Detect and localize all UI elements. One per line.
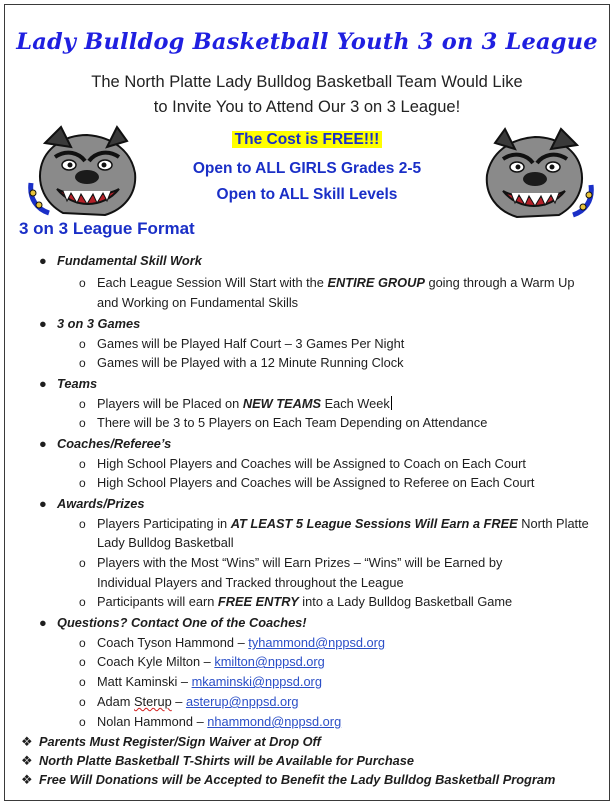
bullet-circle-icon: o <box>79 556 86 570</box>
bullet-dot-icon: ● <box>39 496 47 511</box>
email-link[interactable]: tyhammond@nppsd.org <box>248 635 386 650</box>
list-item: o There will be 3 to 5 Players on Each Team Depending on Attendance <box>79 415 488 430</box>
bullet-circle-icon: o <box>79 595 86 609</box>
bullet-circle-icon: o <box>79 655 86 669</box>
email-link[interactable]: asterup@nppsd.org <box>185 694 299 709</box>
section-questions: ● Questions? Contact One of the Coaches! <box>39 615 307 630</box>
diamond-bullet-icon: ❖ <box>21 734 33 749</box>
contact-item: o Coach Kyle Milton – kmilton@nppsd.org <box>79 654 325 669</box>
open-grades-line: Open to ALL GIRLS Grades 2-5 <box>192 160 422 177</box>
intro-line-1: The North Platte Lady Bulldog Basketball Team Would Like <box>91 73 523 91</box>
list-item: o High School Players and Coaches will be Assigned to Referee on Each Court <box>79 475 535 490</box>
flyer-title: Lady Bulldog Basketball Youth 3 on 3 League <box>16 29 598 55</box>
format-heading: 3 on 3 League Format <box>19 219 195 238</box>
bullet-dot-icon: ● <box>39 436 47 451</box>
list-item: o Players with the Most “Wins” will Earn Prizes – “Wins” will be Earned by <box>79 555 503 570</box>
bullet-circle-icon: o <box>79 356 86 370</box>
bullet-circle-icon: o <box>79 636 86 650</box>
list-item: o Each League Session Will Start with the ENTIRE GROUP going through a Warm Up <box>79 275 575 290</box>
list-item: o Games will be Played Half Court – 3 Games Per Night <box>79 336 405 351</box>
list-item-continuation: and Working on Fundamental Skills <box>97 295 299 310</box>
section-fundamental: ● Fundamental Skill Work <box>39 253 202 268</box>
contact-item: o Nolan Hammond – nhammond@nppsd.org <box>79 714 342 729</box>
section-coaches: ● Coaches/Referee’s <box>39 436 172 451</box>
bullet-circle-icon: o <box>79 695 86 709</box>
list-item-continuation: Lady Bulldog Basketball <box>97 535 234 550</box>
spellcheck-word: Sterup <box>134 694 172 709</box>
email-link[interactable]: kmilton@nppsd.org <box>214 654 325 669</box>
section-awards: ● Awards/Prizes <box>39 496 145 511</box>
footer-note: ❖ Parents Must Register/Sign Waiver at Drop Off <box>21 734 321 749</box>
bullet-circle-icon: o <box>79 715 86 729</box>
footer-note: ❖ North Platte Basketball T-Shirts will be Available for Purchase <box>21 753 415 768</box>
contact-item: o Coach Tyson Hammond – tyhammond@nppsd.org <box>79 635 386 650</box>
bullet-dot-icon: ● <box>39 615 47 630</box>
list-item-continuation: Individual Players and Tracked throughout the League <box>97 575 404 590</box>
bullet-dot-icon: ● <box>39 376 47 391</box>
email-link[interactable]: mkaminski@nppsd.org <box>191 674 322 689</box>
list-item: o Players will be Placed on NEW TEAMS Each Week <box>79 396 390 411</box>
diamond-bullet-icon: ❖ <box>21 772 33 787</box>
intro-line-2: to Invite You to Attend Our 3 on 3 League! <box>153 98 461 116</box>
text-cursor <box>391 396 392 410</box>
bullet-dot-icon: ● <box>39 316 47 331</box>
list-item: o Games will be Played with a 12 Minute Running Clock <box>79 355 404 370</box>
list-item: o High School Players and Coaches will be Assigned to Coach on Each Court <box>79 456 526 471</box>
bullet-dot-icon: ● <box>39 253 47 268</box>
bullet-circle-icon: o <box>79 337 86 351</box>
section-games: ● 3 on 3 Games <box>39 316 141 331</box>
contact-item: o Matt Kaminski – mkaminski@nppsd.org <box>79 674 322 689</box>
email-link[interactable]: nhammond@nppsd.org <box>207 714 342 729</box>
bullet-circle-icon: o <box>79 416 86 430</box>
bullet-circle-icon: o <box>79 397 86 411</box>
flyer-page <box>4 4 610 801</box>
section-teams: ● Teams <box>39 376 98 391</box>
bullet-circle-icon: o <box>79 457 86 471</box>
list-item: o Participants will earn FREE ENTRY into a Lady Bulldog Basketball Game <box>79 594 513 609</box>
list-item: o Players Participating in AT LEAST 5 League Sessions Will Earn a FREE North Platte <box>79 516 589 531</box>
footer-note: ❖ Free Will Donations will be Accepted to Benefit the Lady Bulldog Basketball Program <box>21 772 556 787</box>
contact-item: o Adam Sterup – asterup@nppsd.org <box>79 694 299 709</box>
bullet-circle-icon: o <box>79 517 86 531</box>
diamond-bullet-icon: ❖ <box>21 753 33 768</box>
bullet-circle-icon: o <box>79 476 86 490</box>
cost-highlight: The Cost is FREE!!! <box>232 131 383 148</box>
bullet-circle-icon: o <box>79 675 86 689</box>
bullet-circle-icon: o <box>79 276 86 290</box>
cost-line <box>5 131 609 149</box>
open-skill-line: Open to ALL Skill Levels <box>216 186 398 203</box>
